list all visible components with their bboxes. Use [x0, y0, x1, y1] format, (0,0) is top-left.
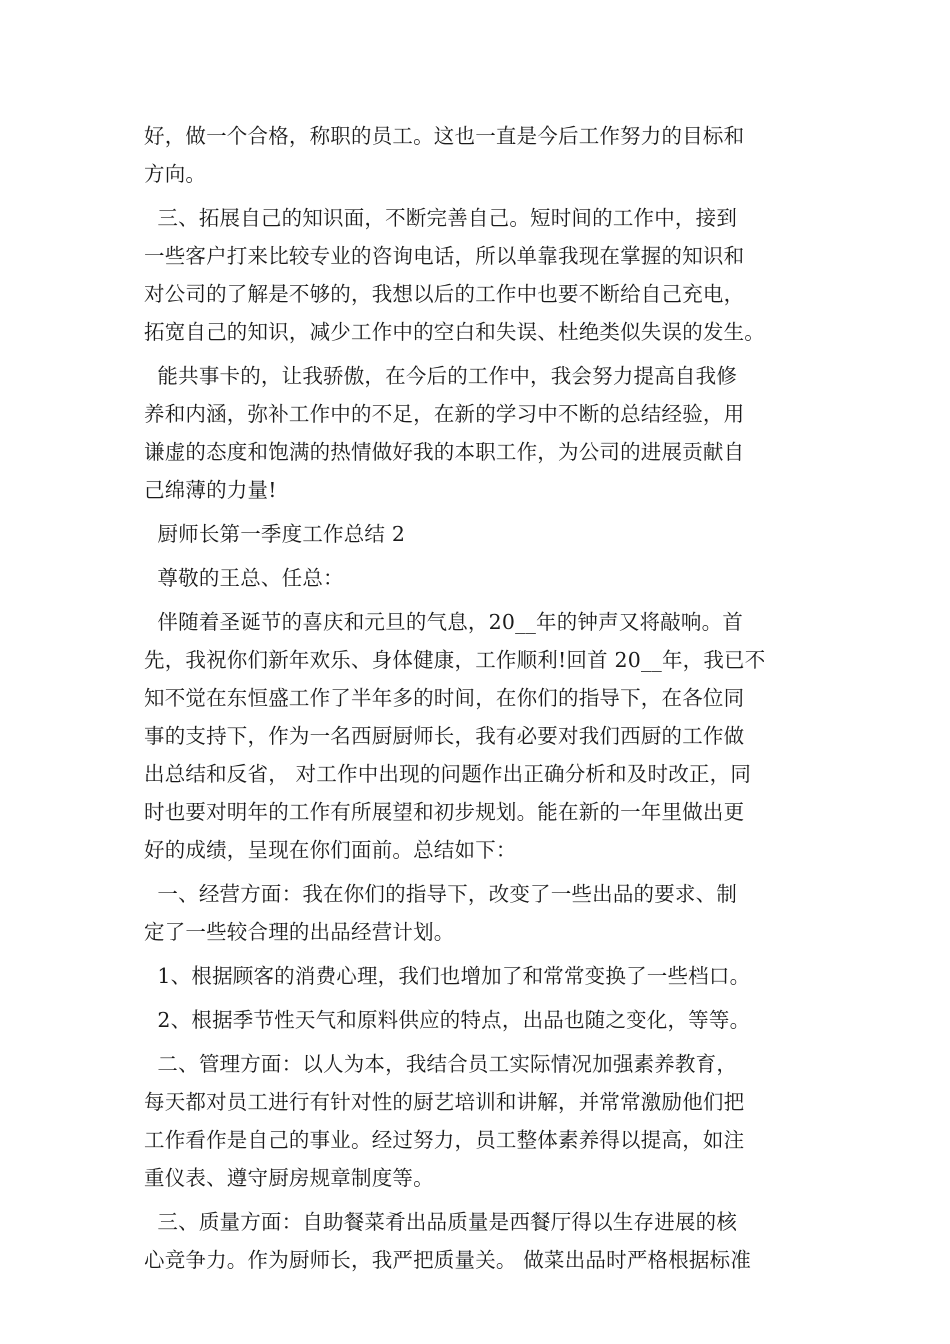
text-line: 每天都对员工进行有针对性的厨艺培训和讲解，并常常激励他们把 [144, 1090, 745, 1114]
paragraph [144, 117, 810, 193]
text-line: 心竞争力。作为厨师长，我严把质量关。 做菜出品时严格根据标准 [144, 1248, 752, 1272]
text-line: 拓宽自己的知识，减少工作中的空白和失误、杜绝类似失误的发生。 [144, 320, 765, 344]
text-line: 尊敬的王总、任总： [144, 566, 344, 590]
text-line: 先，我祝你们新年欢乐、身体健康，工作顺利!回首 20__年，我已不 [144, 648, 766, 672]
text-line: 二、管理方面：以人为本，我结合员工实际情况加强素养教育， [144, 1052, 738, 1076]
text-line: 己绵薄的力量! [144, 478, 277, 502]
salutation [144, 559, 810, 597]
text-line: 谦虚的态度和饱满的热情做好我的本职工作，为公司的进展贡献自 [144, 440, 745, 464]
text-line: 2、根据季节性天气和原料供应的特点，出品也随之变化，等等。 [144, 1008, 751, 1032]
text-line: 好的成绩，呈现在你们面前。总结如下： [144, 838, 517, 862]
paragraph [144, 199, 810, 351]
text-line: 事的支持下，作为一名西厨厨师长，我有必要对我们西厨的工作做 [144, 724, 745, 748]
text-line: 时也要对明年的工作有所展望和初步规划。能在新的一年里做出更 [144, 800, 745, 824]
text-line: 定了一些较合理的出品经营计划。 [144, 920, 455, 944]
text-line: 工作看作是自己的事业。经过努力，员工整体素养得以提高，如注 [144, 1128, 745, 1152]
paragraph [144, 357, 810, 509]
text-line: 好，做一个合格，称职的员工。这也一直是今后工作努力的目标和 [144, 124, 745, 148]
text-line: 能共事卡的，让我骄傲，在今后的工作中，我会努力提高自我修 [144, 364, 738, 388]
text-line: 厨师长第一季度工作总结 2 [144, 522, 406, 546]
paragraph [144, 1203, 810, 1279]
text-line: 养和内涵，弥补工作中的不足，在新的学习中不断的总结经验，用 [144, 402, 745, 426]
text-line: 三、质量方面：自助餐菜肴出品质量是西餐厅得以生存进展的核 [144, 1210, 738, 1234]
paragraph [144, 603, 810, 869]
paragraph [144, 1045, 810, 1197]
text-line: 伴随着圣诞节的喜庆和元旦的气息，20__年的钟声又将敲响。首 [144, 610, 744, 634]
text-line: 方向。 [144, 162, 207, 186]
list-item [144, 957, 810, 995]
list-item [144, 1001, 810, 1039]
text-line: 出总结和反省， 对工作中出现的问题作出正确分析和及时改正，同 [144, 762, 752, 786]
text-line: 对公司的了解是不够的，我想以后的工作中也要不断给自己充电， [144, 282, 745, 306]
text-line: 三、拓展自己的知识面，不断完善自己。短时间的工作中，接到 [144, 206, 738, 230]
section-heading [144, 515, 810, 553]
document-body [144, 117, 810, 1279]
text-line: 一、经营方面：我在你们的指导下，改变了一些出品的要求、制 [144, 882, 738, 906]
text-line: 知不觉在东恒盛工作了半年多的时间，在你们的指导下，在各位同 [144, 686, 745, 710]
text-line: 重仪表、遵守厨房规章制度等。 [144, 1166, 434, 1190]
paragraph [144, 875, 810, 951]
text-line: 一些客户打来比较专业的咨询电话，所以单靠我现在掌握的知识和 [144, 244, 745, 268]
text-line: 1、根据顾客的消费心理，我们也增加了和常常变换了一些档口。 [144, 964, 751, 988]
